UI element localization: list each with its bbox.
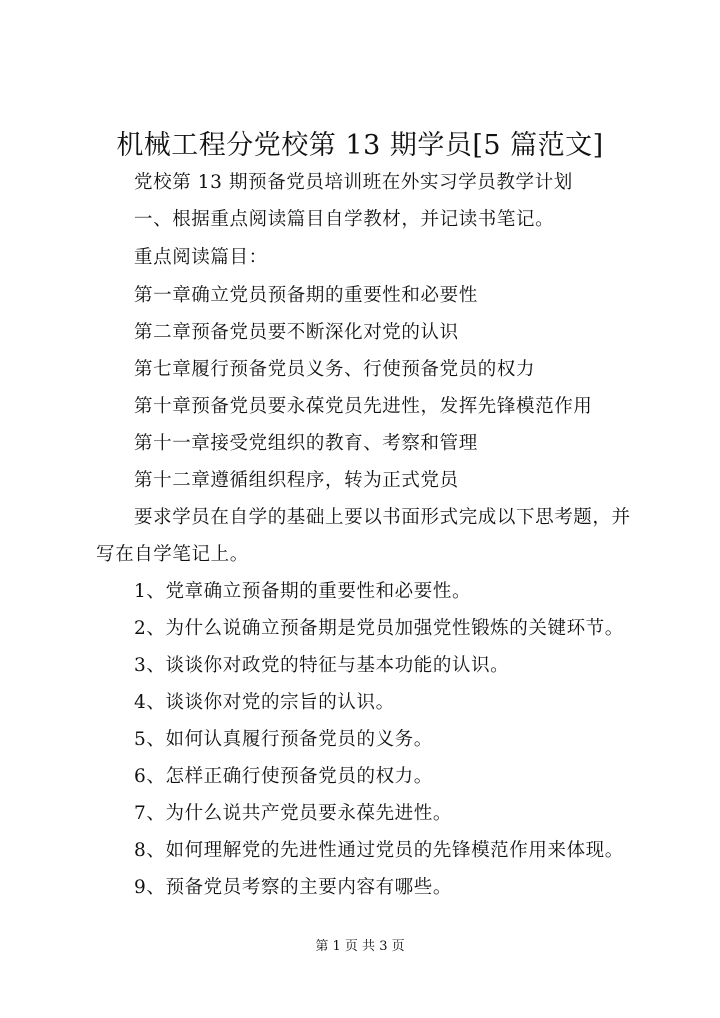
question-item-7: 7、为什么说共产党员要永葆先进性。 — [134, 803, 452, 824]
question-item-8: 8、如何理解党的先进性通过党员的先锋模范作用来体现。 — [134, 840, 624, 861]
question-item-6: 6、怎样正确行使预备党员的权力。 — [134, 766, 433, 787]
paragraph-reading-list-heading: 重点阅读篇目： — [134, 247, 268, 268]
reading-item-chapter-10: 第十章预备党员要永葆党员先进性，发挥先锋模范作用 — [134, 396, 593, 417]
reading-item-chapter-1: 第一章确立党员预备期的重要性和必要性 — [134, 285, 478, 306]
reading-item-chapter-12: 第十二章遵循组织程序，转为正式党员 — [134, 470, 459, 491]
page-number-footer: 第 1 页 共 3 页 — [315, 939, 405, 954]
reading-item-chapter-11: 第十一章接受党组织的教育、考察和管理 — [134, 433, 478, 454]
question-item-4: 4、谈谈你对党的宗旨的认识。 — [134, 692, 395, 713]
question-item-1: 1、党章确立预备期的重要性和必要性。 — [134, 581, 472, 602]
paragraph-requirement-continued: 写在自学笔记上。 — [96, 544, 249, 565]
question-item-5: 5、如何认真履行预备党员的义务。 — [134, 729, 433, 750]
document-title: 机械工程分党校第 13 期学员[5 篇范文] — [116, 130, 604, 161]
paragraph-section-one: 一、根据重点阅读篇目自学教材，并记读书笔记。 — [134, 209, 555, 230]
reading-item-chapter-2: 第二章预备党员要不断深化对党的认识 — [134, 322, 459, 343]
paragraph-requirement: 要求学员在自学的基础上要以书面形式完成以下思考题，并 — [134, 507, 631, 528]
paragraph-subtitle: 党校第 13 期预备党员培训班在外实习学员教学计划 — [134, 172, 573, 193]
question-item-3: 3、谈谈你对政党的特征与基本功能的认识。 — [134, 655, 510, 676]
reading-item-chapter-7: 第七章履行预备党员义务、行使预备党员的权力 — [134, 359, 536, 380]
question-item-9: 9、预备党员考察的主要内容有哪些。 — [134, 877, 452, 898]
question-item-2: 2、为什么说确立预备期是党员加强党性锻炼的关键环节。 — [134, 618, 624, 639]
